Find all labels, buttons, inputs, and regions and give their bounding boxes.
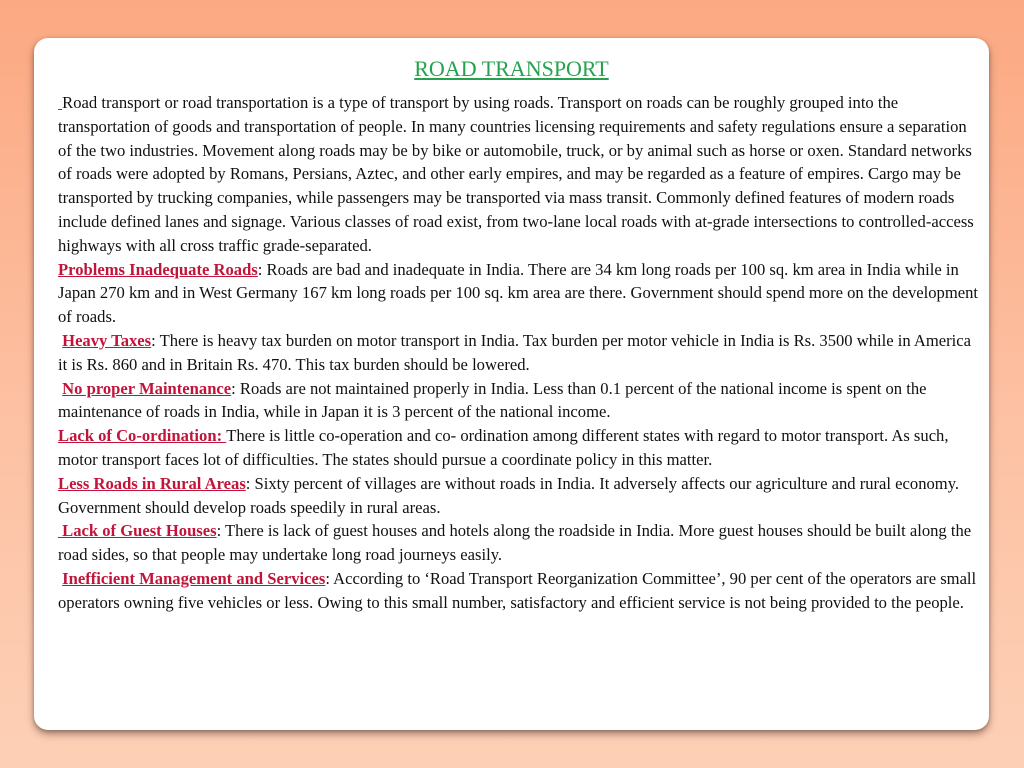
problem-text: : There is lack of guest houses and hotels along the roadside in India. More guest houses should be built along the road sides, so that people may undertake long road journeys easily. (58, 521, 972, 565)
problem-heavy-taxes (58, 329, 978, 377)
problem-heading: No proper Maintenance (62, 378, 232, 398)
slide-title: ROAD TRANSPORT (414, 56, 609, 81)
problem-text: There is little co-operation and co- ordination among different states with regard to motor transport. As such, motor transport faces lot of difficulties. The states should pursue a coordinate policy in this matter. (58, 426, 949, 469)
problem-heading: Heavy Taxes (62, 330, 152, 350)
problem-coordination (58, 424, 978, 472)
problem-heading: Problems Inadequate Roads (58, 259, 258, 279)
problem-text: : There is heavy tax burden on motor transport in India. Tax burden per motor vehicle in India is Rs. 3500 while in America it is Rs. 860 and in Britain Rs. 470. This tax burden should be lowered. (58, 330, 972, 374)
problem-text: : Sixty percent of villages are without roads in India. It adversely affects our agriculture and rural economy. Government should develop roads speedily in rural areas. (58, 473, 960, 517)
problem-rural-roads (58, 472, 978, 520)
problem-heading: Lack of Guest Houses (58, 521, 217, 541)
intro-paragraph (58, 91, 978, 258)
intro-text: Road transport or road transportation is a type of transport by using roads. Transport on roads can be roughly grouped into the transportation of goods and transportation of people. In many countries licensing requirements and safety regulations ensure a separation of the two industries. Movement along roads may be by bike or automobile, truck, or by animal such as horse or oxen. Standard networks of roads were adopted by Romans, Persians, Aztec, and other early empires, and may be regarded as a feature of empires. Cargo may be transported by trucking companies, while passengers may be transported via mass transit. Commonly defined features of modern roads include defined lanes and signage. Various classes of road exist, from two-lane local roads with at-grade intersections to controlled-access highways with all cross traffic grade-separated. (58, 93, 974, 255)
slide-card (34, 38, 989, 730)
problem-management (58, 567, 978, 615)
problem-inadequate-roads (58, 258, 978, 329)
problem-guest-houses (58, 519, 978, 567)
problem-text: : Roads are not maintained properly in India. Less than 0.1 percent of the national income is spent on the maintenance of roads in India, while in Japan it is 3 percent of the national income. (58, 378, 927, 422)
problem-text: : According to ‘Road Transport Reorganization Committee’, 90 per cent of the operators are small operators owning five vehicles or less. Owing to this small number, satisfactory and efficient service is not being provided to the people. (58, 568, 977, 612)
problem-maintenance (58, 377, 978, 425)
slide-body (58, 91, 978, 615)
problem-heading: Less Roads in Rural Areas (58, 473, 246, 493)
problem-heading: Inefficient Management and Services (62, 568, 326, 588)
problem-text: : Roads are bad and inadequate in India. There are 34 km long roads per 100 sq. km area in India while in Japan 270 km and in West Germany 167 km long roads per 100 sq. km area are there. Government should spend more on the development of roads. (58, 259, 979, 327)
problem-heading: Lack of Co-ordination: (58, 426, 227, 446)
